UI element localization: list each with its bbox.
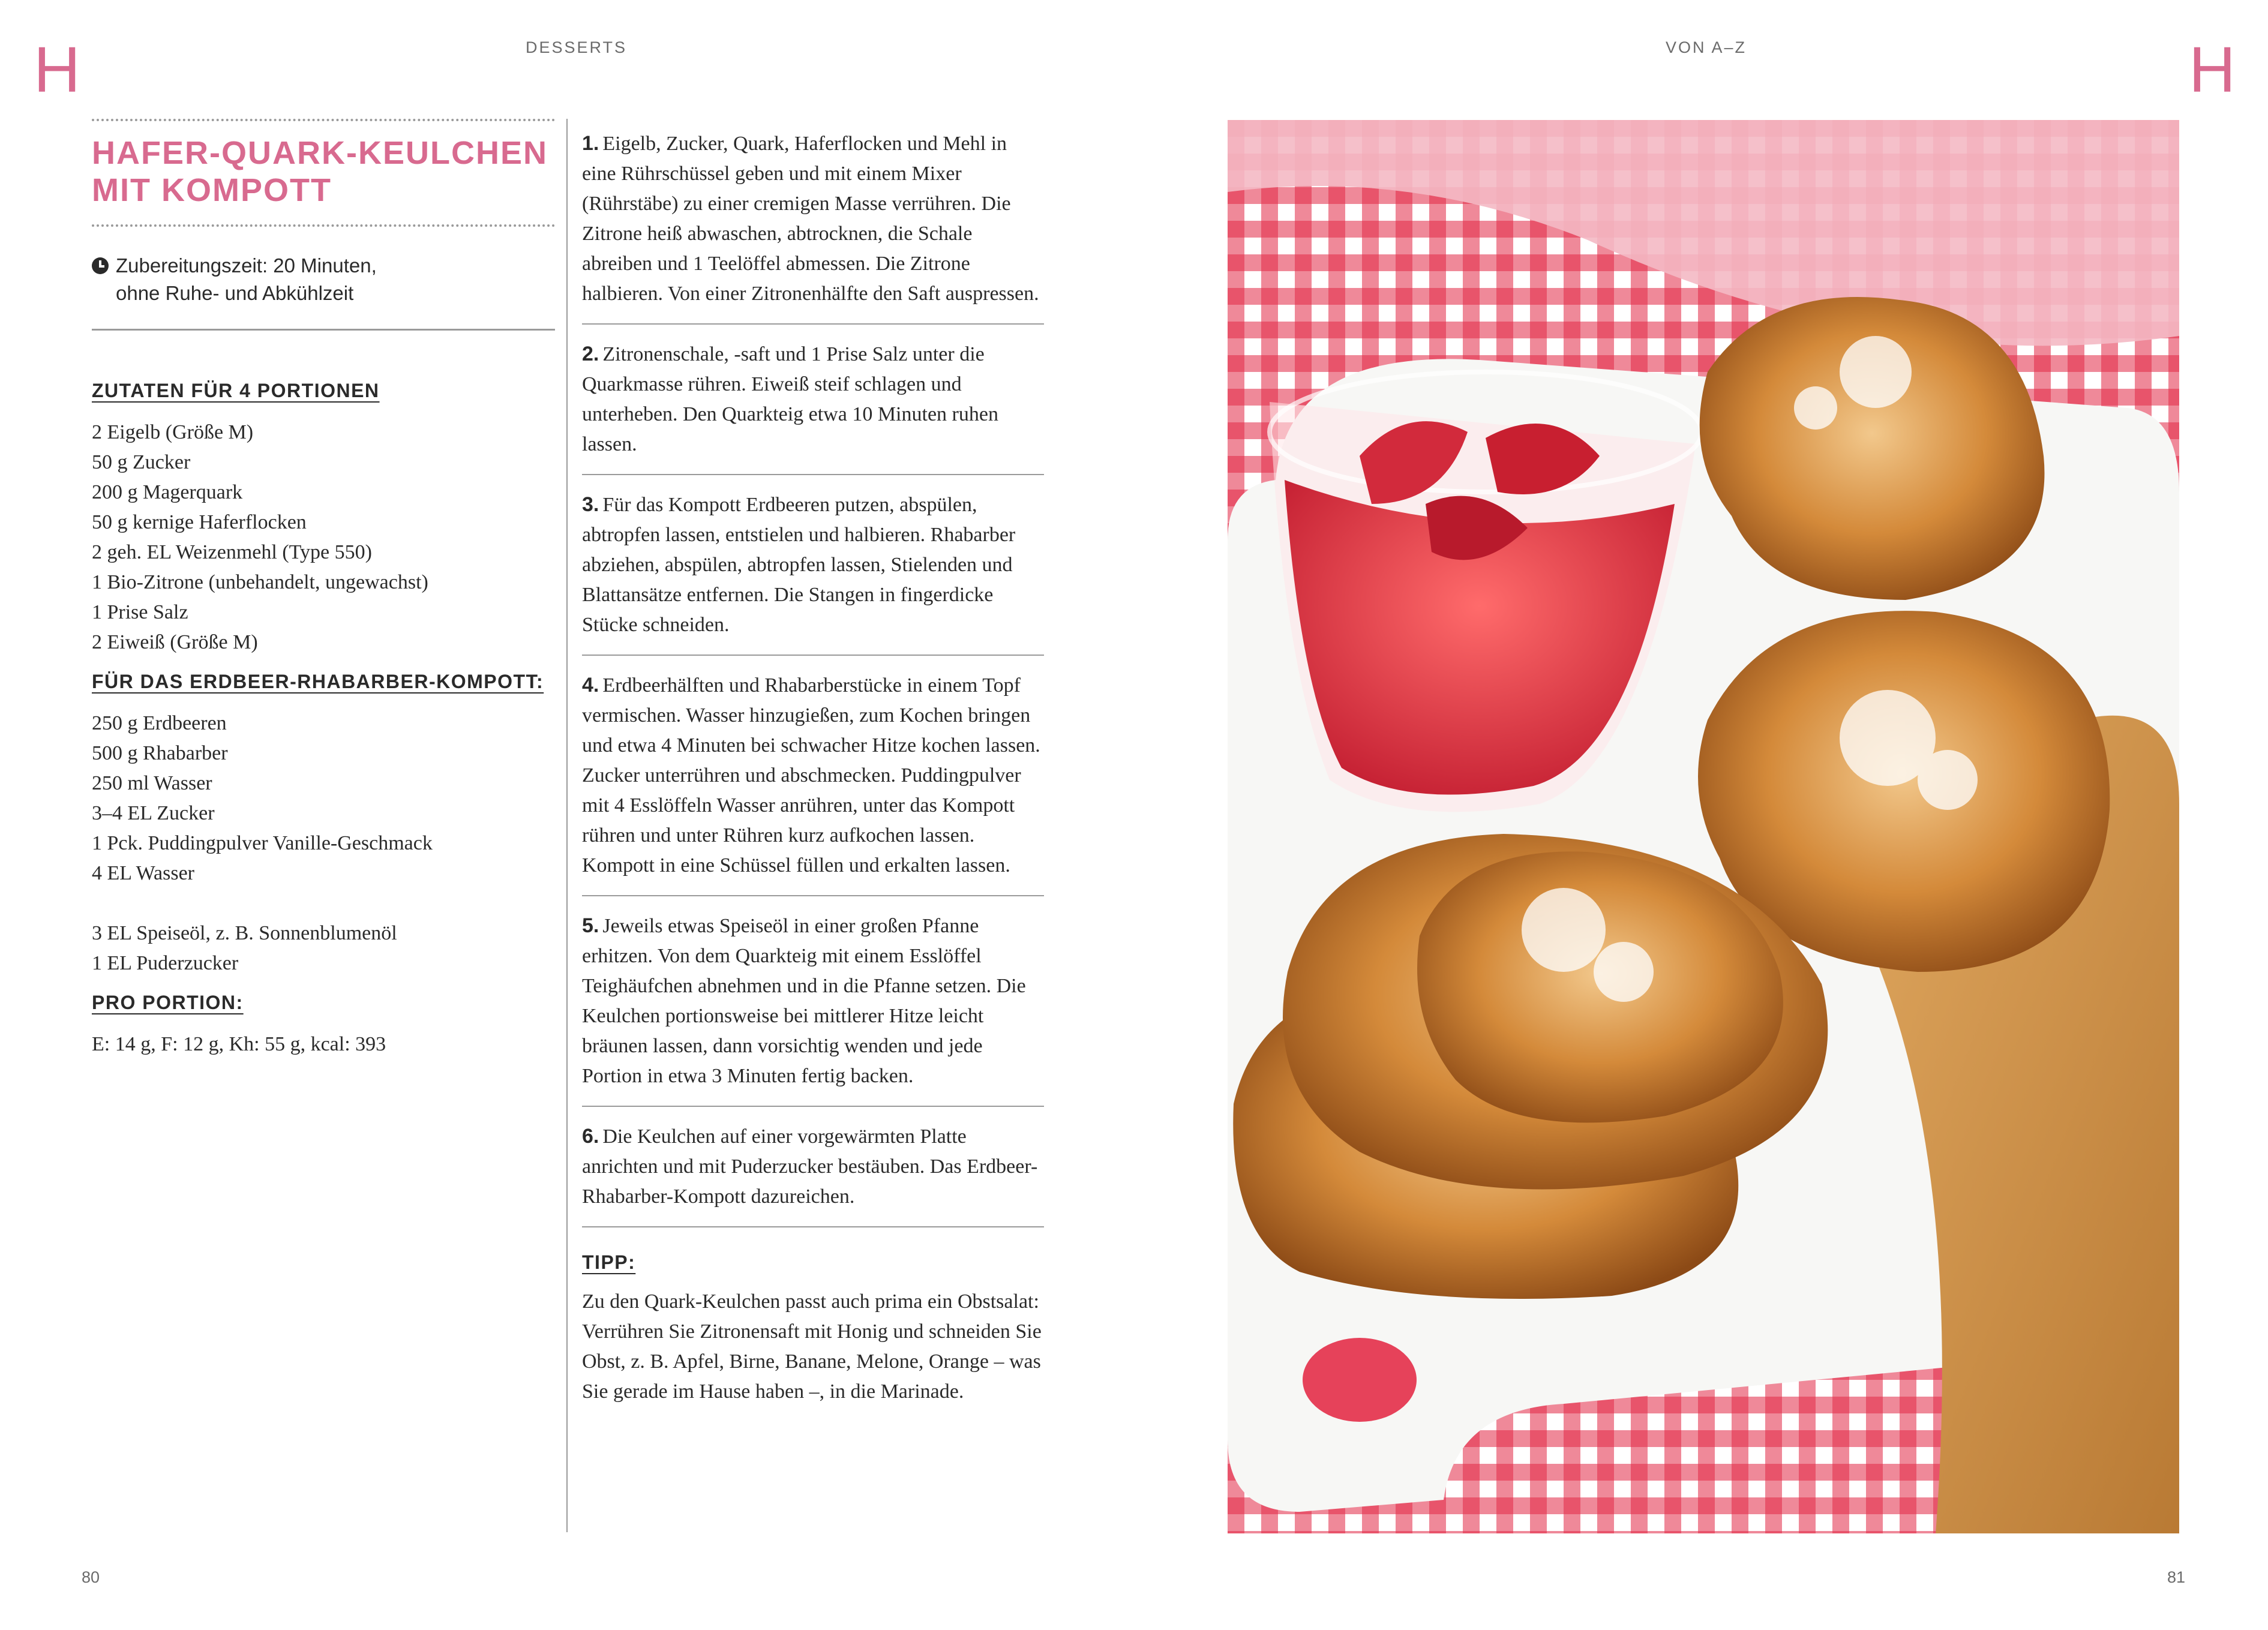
page-number-left: 80 [82,1568,100,1586]
board-handle-hole [1303,1338,1417,1422]
section-letter-left: H [34,33,80,106]
list-item: 2 geh. EL Weizenmehl (Type 550) [92,541,372,563]
list-item: 500 g Rhabarber [92,742,228,764]
running-head-left: DESSERTS [526,38,628,56]
list-item: 1 Bio-Zitrone (unbehandelt, ungewachst) [92,571,428,593]
list-item: 50 g kernige Haferflocken [92,511,307,533]
step-1 [582,128,1044,325]
step-2 [582,339,1044,475]
prep-time [92,227,555,331]
list-item: 1 Pck. Puddingpulver Vanille-Geschmack [92,832,433,854]
step-text: Jeweils etwas Speiseöl in einer großen Pfanne erhitzen. Von dem Quarkteig mit einem Esslöffel Teighäufchen abnehmen und in die Pfanne setzen. Die Keulchen portionsweise bei mittlerer Hitze leicht bräunen lassen, dann vorsichtig wenden und jede Portion in etwa 3 Minuten fertig backen. [582,915,1026,1087]
list-item: 3–4 EL Zucker [92,802,215,824]
list-item: 50 g Zucker [92,451,191,473]
list-item: 2 Eiweiß (Größe M) [92,631,258,653]
step-5 [582,911,1044,1107]
list-item: 250 ml Wasser [92,772,212,794]
recipe-title-line1: HAFER-QUARK-KEULCHEN [92,135,548,171]
tip-heading: TIPP: [582,1251,636,1273]
compote-list [92,709,555,978]
step-text: Für das Kompott Erdbeeren putzen, abspülen, abtropfen lassen, entstielen und halbieren. Rhabarber abziehen, abspülen, abtropfen lassen, Stielenden und Blattansätze entfernen. Die Stangen in fingerdicke Stücke schneiden. [582,494,1016,636]
prep-time-line2: ohne Ruhe- und Abkühlzeit [116,282,354,304]
step-text: Erdbeerhälften und Rhabarberstücke in einem Topf vermischen. Wasser hinzugießen, zum Kochen bringen und etwa 4 Minuten bei schwacher Hitze kochen lassen. Zucker unterrühren und abschmecken. Puddingpulver mit 4 Esslöffeln Wasser anrühren, unter das Kompott rühren und unter Rühren kurz aufkochen lassen. Kompott in eine Schüssel füllen und erkalten lassen. [582,674,1040,876]
list-item: 250 g Erdbeeren [92,712,227,734]
list-item: 4 EL Wasser [92,862,194,884]
step-number: 3. [582,493,599,516]
list-item: 3 EL Speiseöl, z. B. Sonnenblumenöl [92,922,397,944]
step-number: 2. [582,343,599,365]
food-photo [1228,120,2179,1533]
steps-column [582,128,1044,1407]
step-text: Zitronenschale, -saft und 1 Prise Salz unter die Quarkmasse rühren. Eiweiß steif schlagen und unterheben. Den Quarkteig etwa 10 Minuten ruhen lassen. [582,343,998,455]
ingredients-list [92,418,555,658]
list-item: 1 EL Puderzucker [92,952,239,974]
recipe-title [92,121,555,224]
column-divider [566,119,568,1532]
step-text: Die Keulchen auf einer vorgewärmten Platte anrichten und mit Puderzucker bestäuben. Das Erdbeer-Rhabarber-Kompott dazureichen. [582,1125,1038,1208]
page-number-right: 81 [2167,1568,2186,1586]
section-letter-right: H [2189,33,2236,106]
nutrition-values: E: 14 g, F: 12 g, Kh: 55 g, kcal: 393 [92,1033,386,1055]
compote-heading: FÜR DAS ERDBEER-RHABARBER-KOMPOTT: [92,671,544,692]
step-number: 5. [582,914,599,937]
step-4 [582,670,1044,896]
step-number: 1. [582,132,599,155]
portion-heading: PRO PORTION: [92,992,244,1013]
step-number: 6. [582,1125,599,1148]
step-6 [582,1121,1044,1227]
list-item [92,888,555,918]
list-item: 1 Prise Salz [92,601,188,623]
ingredients-column [92,119,555,1059]
recipe-title-line2: MIT KOMPOTT [92,172,332,208]
step-3 [582,490,1044,656]
ingredients-heading: ZUTATEN FÜR 4 PORTIONEN [92,380,380,401]
prep-time-text [116,252,377,307]
clock-icon [92,257,109,274]
tip-text: Zu den Quark-Keulchen passt auch prima ein Obstsalat: Verrühren Sie Zitronensaft mit Honig und schneiden Sie Obst, z. B. Apfel, Birne, Banane, Melone, Orange – was Sie gerade im Hause haben –, in die Marinade. [582,1290,1042,1403]
list-item: 2 Eigelb (Größe M) [92,421,254,443]
prep-time-line1: Zubereitungszeit: 20 Minuten, [116,254,377,277]
running-head-right: VON A–Z [1666,38,1747,56]
list-item: 200 g Magerquark [92,481,243,503]
step-number: 4. [582,674,599,697]
food-photo-illustration [1228,120,2179,1533]
step-text: Eigelb, Zucker, Quark, Haferflocken und Mehl in eine Rührschüssel geben und mit einem Mixer (Rührstäbe) zu einer cremigen Masse verrühren. Die Zitrone heiß abwaschen, abtrocknen, die Schale abreiben und 1 Teelöffel abmessen. Die Zitrone halbieren. Von einer Zitronenhälfte den Saft auspressen. [582,133,1039,305]
